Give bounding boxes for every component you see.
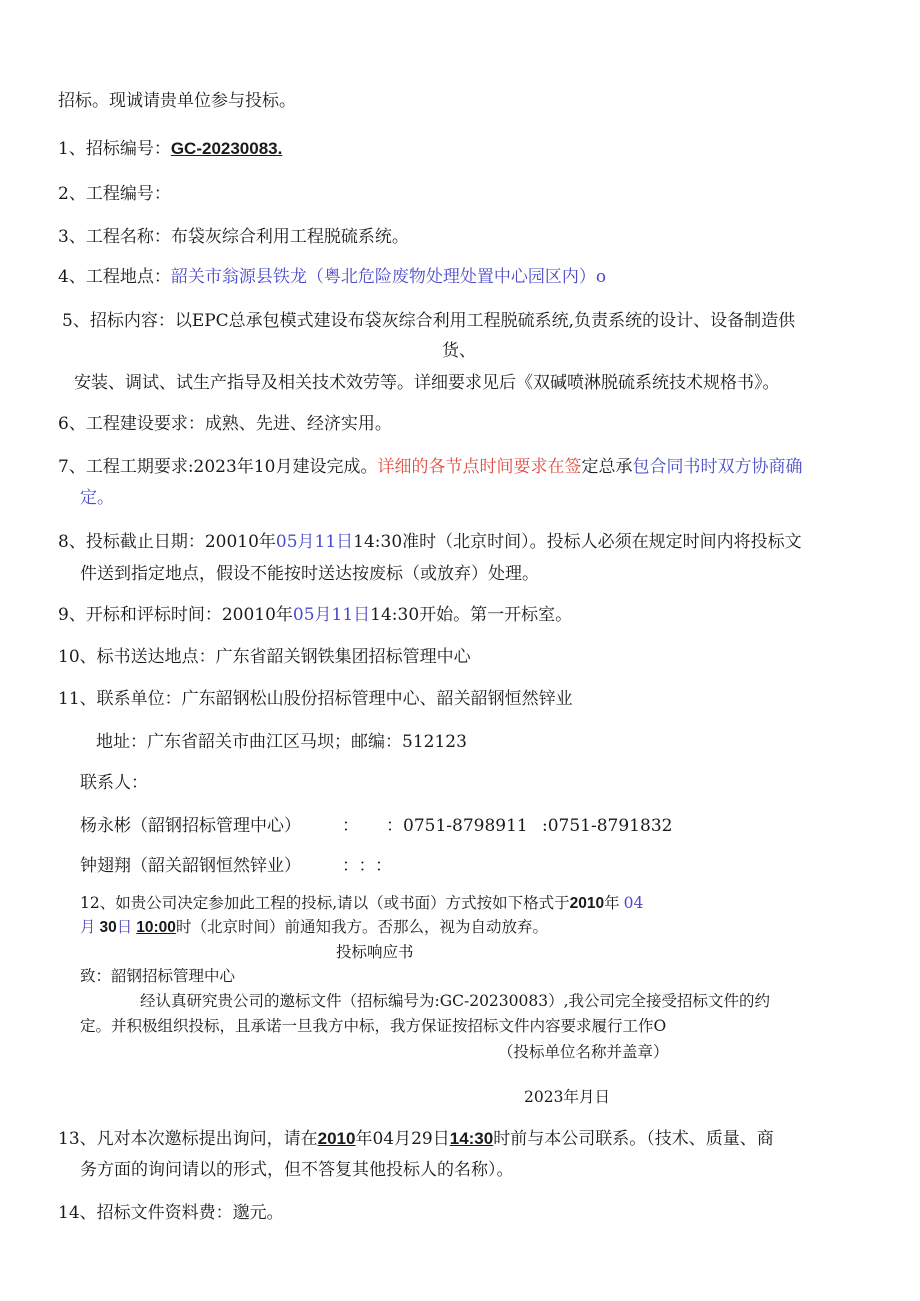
- item-9-p2: 14:30开始。第一开标室。: [370, 605, 573, 625]
- item-7-prefix: 7、工程工期要求:2023年10月建设完成。: [58, 457, 378, 477]
- item-5-line-2: 货、: [442, 341, 476, 361]
- item-2-project-number: 2、工程编号：: [58, 184, 171, 204]
- item-13-line-1: [58, 1128, 774, 1150]
- contact-label: 联系人：: [80, 773, 148, 793]
- contact-1-colon: ：: [342, 816, 359, 836]
- address-line: 地址：广东省韶关市曲江区马坝；邮编：512123: [96, 732, 467, 752]
- item-7-line-2: 定。: [80, 488, 114, 508]
- item-11-contact-unit: 11、联系单位：广东韶钢松山股份招标管理中心、韶关韶钢恒然锌业: [58, 689, 573, 709]
- item-3-label: 3、工程名称：: [58, 227, 171, 247]
- item-12-p1: 12、如贵公司决定参加此工程的投标,请以（或书面）方式按如下格式于: [80, 894, 570, 912]
- bid-code: GC-20230083.: [170, 139, 283, 158]
- item-9-opening-time: [58, 604, 572, 626]
- item-8-line-1: [58, 531, 802, 553]
- contact-2-colons: ：：：: [342, 856, 400, 876]
- item-13-line-2: 务方面的询问请以的形式，但不答复其他投标人的名称）。: [80, 1160, 514, 1180]
- item-8-line-2: 件送到指定地点，假设不能按时送达按废标（或放弃）处理。: [80, 564, 539, 584]
- item-13-p3: 时前与本公司联系。（技术、质量、商: [493, 1129, 774, 1149]
- item-12-line-1: [80, 892, 643, 915]
- item-7-blue-text: 包合同书时双方协商确: [632, 457, 803, 477]
- item-4-project-location: [58, 266, 606, 288]
- form-recipient: 致：韶钢招标管理中心: [80, 967, 236, 985]
- item-3-value: 布袋灰综合利用工程脱硫系统。: [170, 227, 409, 247]
- item-12-year: 2010: [569, 895, 605, 912]
- item-9-p1: 9、开标和评标时间：20010年: [58, 605, 293, 625]
- item-5-line-3: 安装、调试、试生产指导及相关技术效劳等。详细要求见后《双碱喷淋脱硫系统技术规格书》。: [74, 373, 780, 393]
- item-12-month-char: 月: [80, 918, 96, 936]
- item-4-label: 4、工程地点：: [58, 267, 171, 287]
- intro-text: 招标。现诚请贵单位参与投标。: [58, 91, 296, 111]
- form-seal-note: （投标单位名称并盖章）: [498, 1043, 669, 1061]
- item-4-value: 韶关市翁源县铁龙（粤北危险废物处理处置中心园区内）o: [170, 267, 607, 287]
- item-7-mid-text: 定总承: [581, 457, 633, 477]
- form-body-line-1: 经认真研究贵公司的邀标文件（招标编号为:GC-20230083）,我公司完全接受招标文件的约: [140, 992, 771, 1010]
- item-13-year: 2010: [317, 1129, 356, 1148]
- item-8-date: 05月11日: [275, 532, 354, 552]
- contact-1-name: 杨永彬（韶钢招标管理中心）: [80, 816, 301, 836]
- item-12-day-char: 日: [116, 918, 133, 936]
- item-13-p2: 年04月29日: [355, 1129, 450, 1149]
- item-12-l2c: 时（北京时间）前通知我方。否那么，视为自动放弃。: [175, 918, 548, 936]
- contact-1-fax: :0751-8791832: [542, 816, 673, 836]
- item-13-p1: 13、凡对本次邀标提出询问，请在: [58, 1129, 318, 1149]
- contact-2: [80, 855, 480, 877]
- item-3-project-name: [58, 226, 409, 248]
- item-12-time: 10:00: [136, 919, 176, 936]
- contact-1-phone: ：0751-8798911: [386, 816, 528, 836]
- contact-2-name: 钟翅翔（韶关韶钢恒然锌业）: [80, 856, 301, 876]
- item-8-p2: 14:30准时（北京时间）。投标人必须在规定时间内将投标文: [353, 532, 802, 552]
- item-7-red-text: 详细的各节点时间要求在签: [377, 457, 582, 477]
- form-body-line-2: 定。并积极组织投标，且承诺一旦我方中标，我方保证按招标文件内容要求履行工作O: [80, 1017, 667, 1035]
- item-6-requirements: 6、工程建设要求：成熟、先进、经济实用。: [58, 414, 392, 434]
- form-title: 投标响应书: [336, 943, 414, 961]
- item-9-date: 05月11日: [292, 605, 371, 625]
- item-5-line-1: 5、招标内容：以EPC总承包模式建设布袋灰综合利用工程脱硫系统,负责系统的设计、设备制造供: [62, 311, 796, 331]
- item-12-month: 04: [623, 894, 644, 912]
- item-1-bid-number: [58, 138, 282, 160]
- item-10-delivery-location: 10、标书送达地点：广东省韶关钢铁集团招标管理中心: [58, 647, 471, 667]
- contact-1: [80, 815, 680, 837]
- item-1-label: 1、招标编号：: [58, 139, 171, 159]
- item-12-line-2: [80, 916, 548, 939]
- item-12-day: 30: [99, 919, 117, 936]
- item-7-line-1: [58, 456, 802, 478]
- item-14-fee: 14、招标文件资料费：邈元。: [58, 1203, 284, 1223]
- item-13-time: 14:30: [449, 1129, 494, 1148]
- item-12-p2: 年: [604, 894, 620, 912]
- form-date: 2023年月日: [524, 1088, 610, 1106]
- item-8-p1: 8、投标截止日期：20010年: [58, 532, 276, 552]
